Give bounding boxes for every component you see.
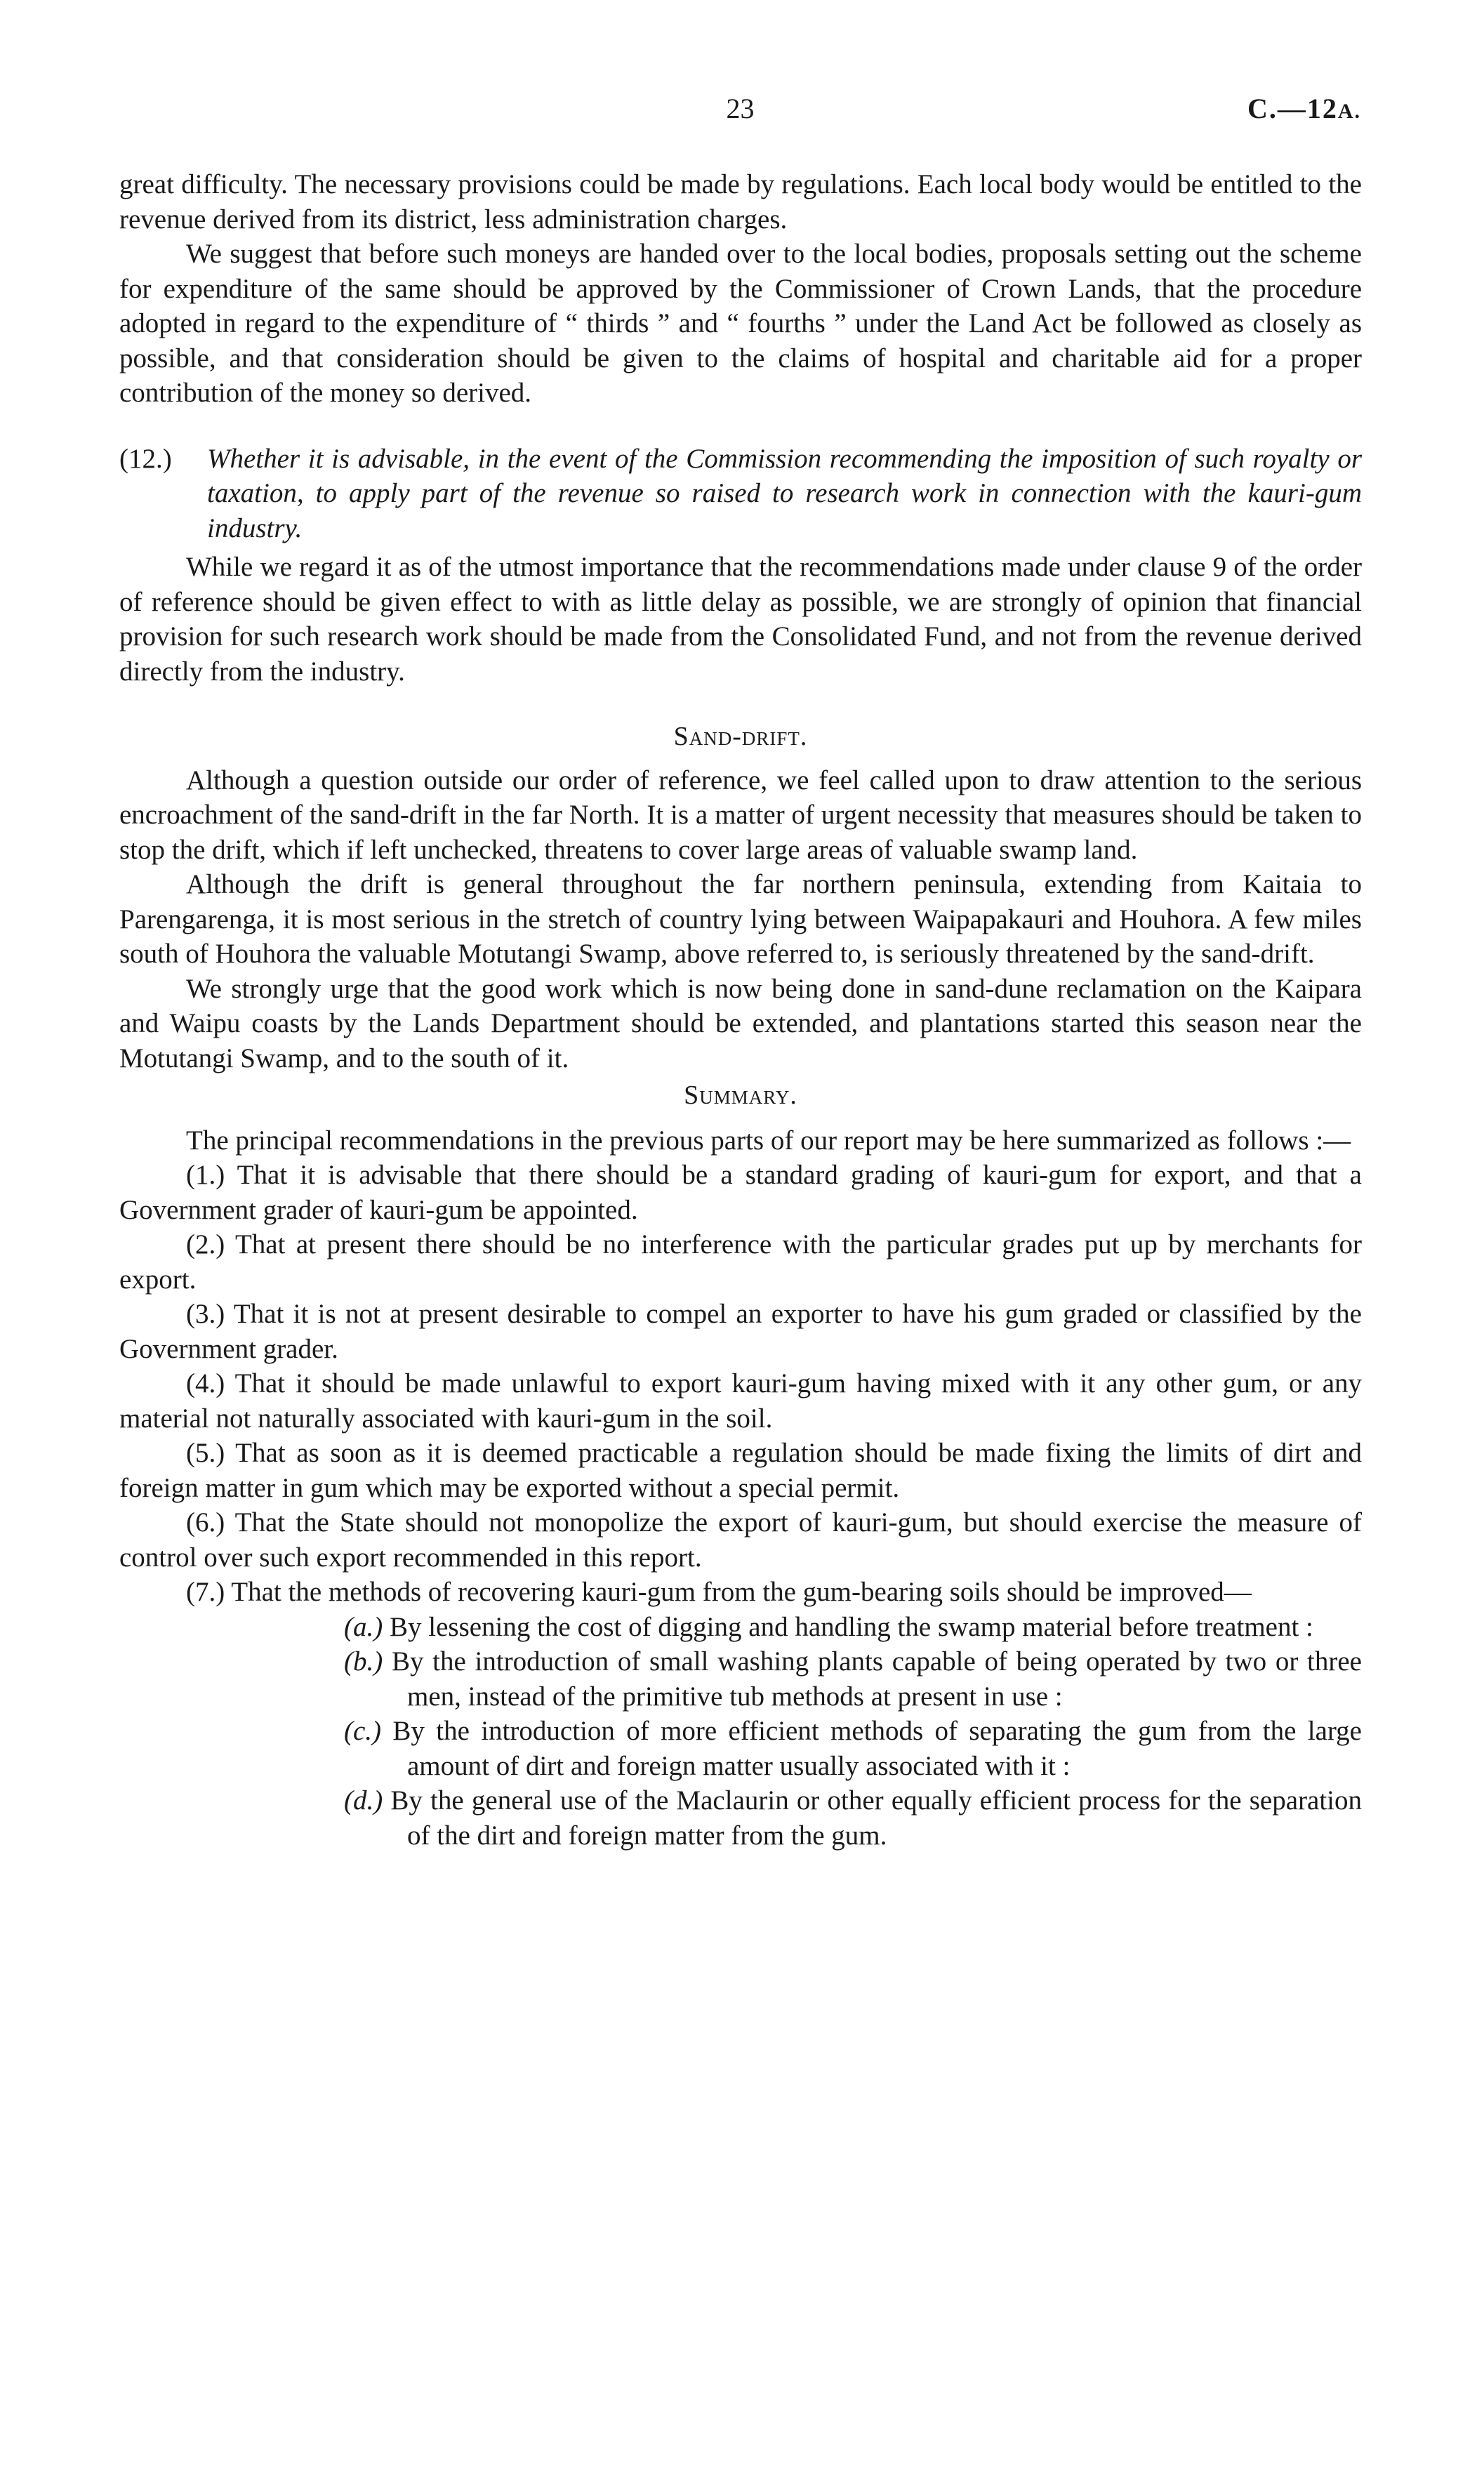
document-reference	[1247, 91, 1361, 129]
summary-intro: The principal recommendations in the previous parts of our report may be here summarized as follows :—	[186, 1125, 1351, 1156]
paragraph: We suggest that before such moneys are handed over to the local bodies, proposals setting out the scheme for expenditure of the same should be approved by the Commissioner of Crown Lands, that the procedure adopted in regard to the expenditure of “ thirds ” and “ fourths ” under the Land Act be followed as closely as possible, and that consideration should be given to the claims of hospital and charitable aid for a proper contribution of the money so derived.	[119, 239, 1362, 408]
summary-item: (5.) That as soon as it is deemed practicable a regulation should be made fixing the limits of dirt and foreign matter in gum which may be exported without a special permit.	[119, 1438, 1362, 1503]
question-number: (12.)	[119, 443, 172, 474]
summary-item: (2.) That at present there should be no interference with the particular grades put up by merchants for export.	[119, 1229, 1362, 1295]
subitem-text: By the general use of the Maclaurin or other equally efficient process for the separation of the dirt and foreign matter from the gum.	[390, 1785, 1363, 1851]
summary-subitem	[119, 1714, 1362, 1783]
subitem-label: (b.)	[344, 1646, 383, 1677]
subitem-text: By the introduction of more efficient methods of separating the gum from the large amount of dirt and foreign matter usually associated with it :	[392, 1716, 1362, 1781]
paragraph: great difficulty. The necessary provisions could be made by regulations. Each local body would be entitled to the revenue derived from its district, less administration charges.	[119, 169, 1362, 234]
doc-ref-suffix: A.	[1337, 100, 1361, 123]
paragraph: We strongly urge that the good work which is now being done in sand-dune reclamation on the Kaipara and Waipu coasts by the Lands Department should be extended, and plantations started this season near the Motutangi Swamp, and to the south of it.	[119, 973, 1362, 1073]
doc-ref-main: C.—12	[1247, 93, 1338, 124]
summary-item: (4.) That it should be made unlawful to export kauri-gum having mixed with it any other gum, or any material not naturally associated with kauri-gum in the soil.	[119, 1368, 1362, 1434]
question-answer: While we regard it as of the utmost importance that the recommendations made under clause 9 of the order of reference should be given effect to with as little delay as possible, we are strongly of opinion that financial provision for such research work should be made from the Consolidated Fund, and not from the revenue derived directly from the industry.	[119, 552, 1362, 687]
summary-subitem	[119, 1644, 1362, 1714]
paragraph: Although a question outside our order of reference, we feel called upon to draw attention to the serious encroachment of the sand-drift in the far North. It is a matter of urgent necessity that measures should be taken to stop the drift, which if left unchecked, threatens to cover large areas of valuable swamp land.	[119, 765, 1362, 865]
summary-item: (6.) That the State should not monopolize the export of kauri-gum, but should exercise the measure of control over such export recommended in this report.	[119, 1507, 1362, 1573]
subitem-label: (c.)	[344, 1716, 382, 1746]
question-12	[119, 442, 1362, 546]
subitem-text: By lessening the cost of digging and handling the swamp material before treatment :	[389, 1611, 1313, 1642]
subitem-label: (d.)	[344, 1785, 383, 1816]
summary-item: (1.) That it is advisable that there should be a standard grading of kauri-gum for export, and that a Government grader of kauri-gum be appointed.	[119, 1160, 1362, 1225]
section-heading-sand-drift: Sand-drift.	[673, 722, 808, 751]
summary-item: (3.) That it is not at present desirable to compel an exporter to have his gum graded or classified by the Government grader.	[119, 1299, 1362, 1364]
summary-subitem	[119, 1610, 1362, 1645]
subitem-text: By the introduction of small washing plants capable of being operated by two or three men, instead of the primitive tub methods at present in use :	[391, 1646, 1362, 1712]
summary-item: (7.) That the methods of recovering kauri-gum from the gum-bearing soils should be improved—	[186, 1577, 1252, 1607]
summary-subitem	[119, 1783, 1362, 1853]
subitem-label: (a.)	[344, 1611, 383, 1642]
page-number: 23	[726, 93, 755, 124]
page-header	[119, 91, 1361, 128]
document-body	[119, 167, 1362, 1853]
paragraph: Although the drift is general throughout the far northern peninsula, extending from Kaitaia to Parengarenga, it is most serious in the stretch of country lying between Waipapakauri and Houhora. A few miles south of Houhora the valuable Motutangi Swamp, above referred to, is seriously threatened by the sand-drift.	[119, 869, 1362, 969]
question-text: Whether it is advisable, in the event of the Commission recommending the imposition of such royalty or taxation, to apply part of the revenue so raised to research work in connection with the kauri-gum industry.	[207, 443, 1362, 543]
section-heading-summary: Summary.	[684, 1080, 797, 1110]
